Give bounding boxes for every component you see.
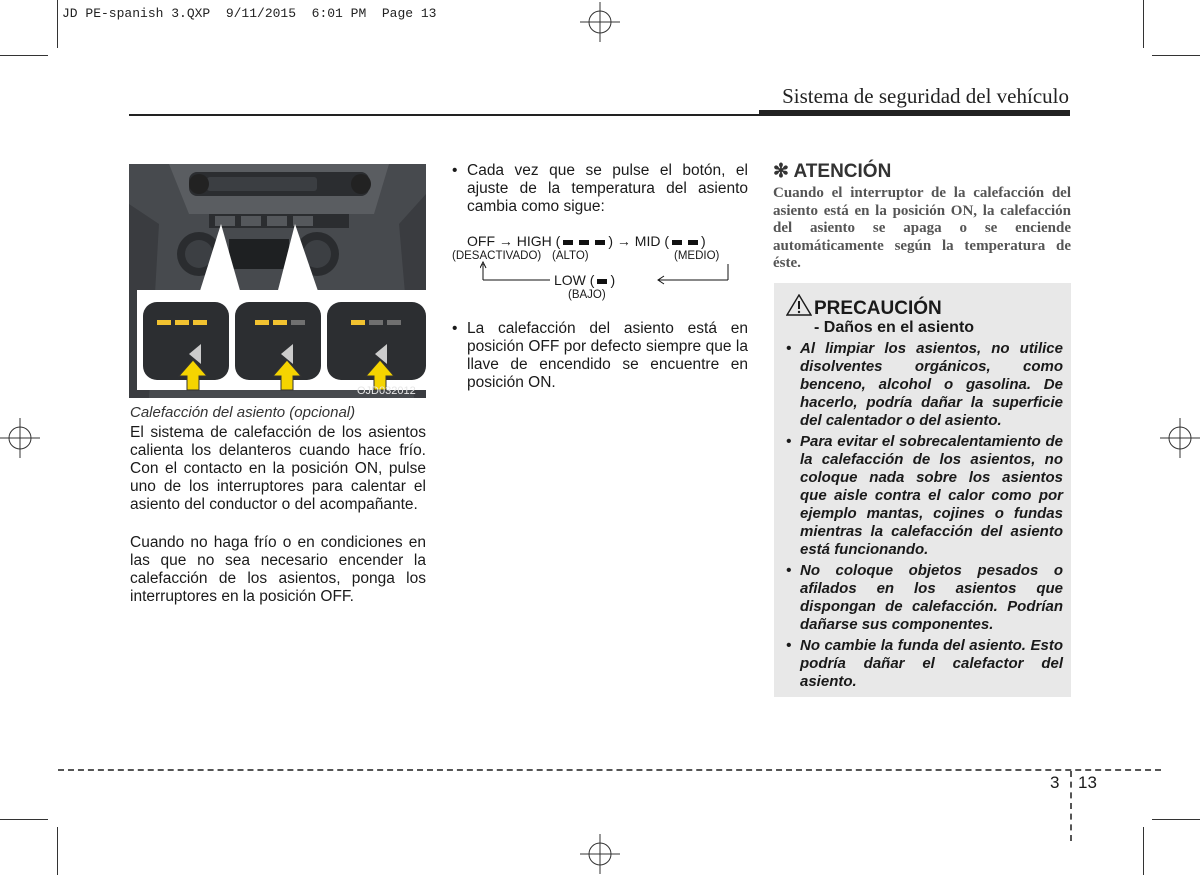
header-rule [129, 114, 759, 116]
caution-subheading: - Daños en el asiento [814, 319, 975, 336]
crop-mark [1152, 819, 1200, 820]
crop-mark [57, 0, 58, 48]
paragraph: El sistema de calefacción de los asientos calienta los delanteros cuando hace frío. Con el contacto en la posición ON, pulse uno de los interruptores para calentar el asiento del conductor o del acompañante. [130, 424, 426, 513]
indicator-bar-icon [688, 240, 698, 245]
registration-mark-icon [1160, 418, 1200, 458]
indicator-bar-icon [597, 279, 607, 284]
crop-mark [1143, 827, 1144, 875]
crop-mark [0, 55, 48, 56]
caution-item: • Al limpiar los asientos, no utilice disolventes orgánicos, como benceno, alcohol o gasolina. De hacerlo, podría dañar la superficie del calentador o del asiento. [786, 340, 1063, 429]
bullet-text: Cada vez que se pulse el botón, el ajuste de la temperatura del asiento cambia como sigue: [467, 162, 748, 215]
caution-list [786, 340, 1063, 694]
label-mid-sub: (MEDIO) [674, 250, 720, 262]
caution-heading: PRECAUCIÓN [814, 298, 942, 319]
cycle-step-low: LOW ( ) [554, 272, 616, 288]
arrow-right-icon: → [498, 233, 513, 249]
temperature-cycle-diagram [452, 230, 752, 308]
crop-mark [0, 819, 48, 820]
section-title: Sistema de seguridad del vehículo [782, 84, 1069, 108]
dashboard-photo-icon [129, 164, 426, 398]
bullet-item [452, 162, 748, 216]
figure-code: OJD032012 [357, 385, 416, 397]
registration-mark-icon [0, 418, 40, 458]
footer-rule [58, 769, 1161, 771]
bullet-icon: • [452, 162, 458, 179]
indicator-bar-icon [672, 240, 682, 245]
chapter-number: 3 [1050, 773, 1060, 792]
label-off-sub: (DESACTIVADO) [452, 250, 542, 262]
page-number-divider [1070, 771, 1072, 841]
bullet-item [452, 320, 748, 392]
registration-mark-icon [580, 834, 620, 874]
bullet-icon: • [786, 340, 792, 357]
seat-heater-illustration [129, 164, 426, 398]
warning-triangle-icon [786, 294, 812, 316]
indicator-bar-icon [579, 240, 589, 245]
attention-heading: ✻ ATENCIÓN [773, 161, 892, 182]
label-high-sub: (ALTO) [552, 250, 589, 262]
crop-mark [1152, 55, 1200, 56]
bullet-icon: • [452, 320, 458, 337]
attention-text: Cuando el interruptor de la calefacción del asiento está en la posición ON, la calefacción del asiento se apaga o se enciende automáticamente según la temperatura de éste. [773, 185, 1071, 271]
bullet-icon: • [786, 433, 792, 450]
crop-mark [57, 827, 58, 875]
caution-item: • No coloque objetos pesados o afilados en los asientos que dispongan de calefacción. Podrían dañarse sus componentes. [786, 562, 1063, 633]
caution-item: • Para evitar el sobrecalentamiento de la calefacción de los asientos, no coloque nada sobre los asientos que aisle contra el calor como por ejemplo mantas, cojines o fundas mientras la calefacción del asiento está funcionando. [786, 433, 1063, 558]
indicator-bar-icon [563, 240, 573, 245]
figure-caption: Calefacción del asiento (opcional) [130, 404, 356, 421]
crop-mark [1143, 0, 1144, 48]
caution-item: • No cambie la funda del asiento. Esto podría dañar el calefactor del asiento. [786, 637, 1063, 690]
page-number: 13 [1078, 773, 1097, 792]
cycle-step-off: OFF → HIGH ( ) → MID ( ) [467, 233, 706, 249]
print-slug: JD PE-spanish 3.QXP 9/11/2015 6:01 PM Page 13 [62, 6, 437, 21]
arrow-right-icon: → [616, 233, 631, 249]
bullet-icon: • [786, 562, 792, 579]
paragraph: Cuando no haga frío o en condiciones en las que no sea necesario encender la calefacción de los asientos, ponga los interruptores en la posición OFF. [130, 534, 426, 605]
bullet-text: La calefacción del asiento está en posición OFF por defecto siempre que la llave de encendido se encuentre en posición ON. [467, 320, 748, 391]
label-low-sub: (BAJO) [568, 289, 606, 301]
bullet-icon: • [786, 637, 792, 654]
indicator-bar-icon [595, 240, 605, 245]
registration-mark-icon [580, 2, 620, 42]
header-rule-bar [759, 110, 1070, 116]
